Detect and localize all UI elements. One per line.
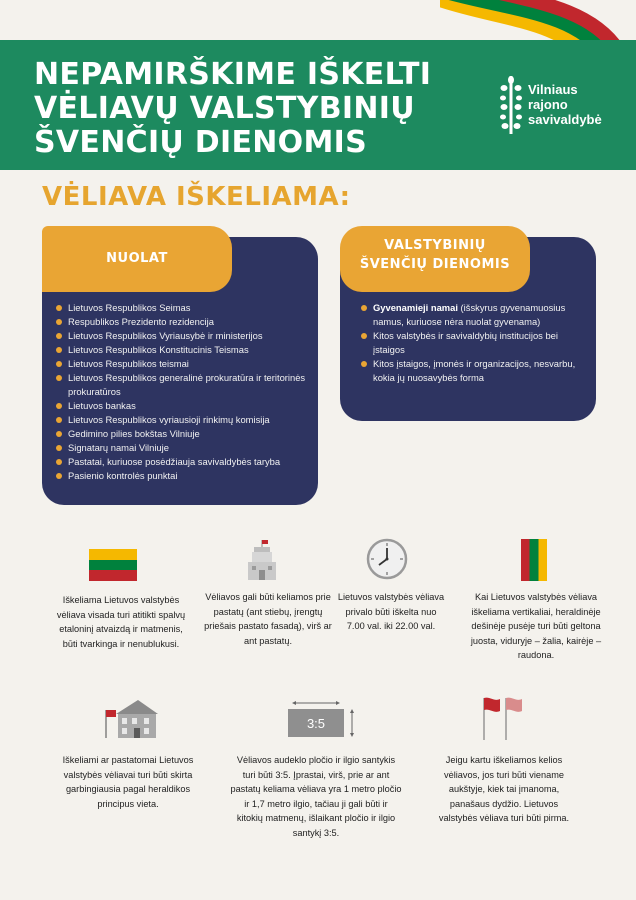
page-title: NEPAMIRŠKIME IŠKELTI VĖLIAVŲ VALSTYBINIŲ ŠVENČIŲ DIENOMIS <box>34 57 432 160</box>
vertical-flag-icon <box>521 539 547 581</box>
house-with-flag-icon <box>102 696 160 740</box>
list-item: Lietuvos Respublikos teismai <box>56 357 312 371</box>
rule-flag-condition: Iškeliama Lietuvos valstybės vėliava visada turi atitikti spalvų etaloninį atvaizdą ir matmenis, būti tvarkinga ir nenublukusi. <box>56 595 186 649</box>
permanent-list <box>56 301 312 483</box>
list-item: Lietuvos Respublikos generalinė prokuratūra ir teritorinės prokuratūros <box>56 371 312 399</box>
coat-of-arms-icon <box>500 74 522 136</box>
list-item: Pastatai, kuriuose posėdžiauja savivaldybės taryba <box>56 455 312 469</box>
list-item: Lietuvos Respublikos Vyriausybė ir ministerijos <box>56 329 312 343</box>
rule-flag-hours: Lietuvos valstybės vėliava privalo būti iškelta nuo 7.00 val. iki 22.00 val. <box>337 592 445 631</box>
holidays-tab: VALSTYBINIŲ ŠVENČIŲ DIENOMIS <box>340 226 530 292</box>
list-item: Pasienio kontrolės punktai <box>56 469 312 483</box>
rule-ratio: Vėliavos audeklo pločio ir ilgio santykis turi būti 3:5. Įprastai, virš, prie ar ant pastatų keliama vėliava yra 1 metro pločio ir 1,7 metro ilgio, tačiau ji gali būti ir kitokių matmenų, išlaikant pločio ir ilgio santykį 3:5. <box>230 755 402 838</box>
tower-icon <box>240 538 284 582</box>
rule-flag-placement: Vėliavos gali būti keliamos prie pastatų (ant stiebų, įrengtų priešais pastato fasadą), virš ar ant pastatų. <box>204 592 332 646</box>
list-item: Respublikos Prezidento rezidencija <box>56 315 312 329</box>
list-item: Signatarų namai Vilniuje <box>56 441 312 455</box>
section-title: VĖLIAVA IŠKELIAMA: <box>42 182 351 212</box>
list-item: Lietuvos Respublikos Konstitucinis Teismas <box>56 343 312 357</box>
rule-vertical-flag: Kai Lietuvos valstybės vėliava iškeliama vertikaliai, heraldinėje dešinėje pusėje turi būti geltona juosta, viduryje – žalia, kairėje – raudona. <box>470 592 602 660</box>
list-item: Gedimino pilies bokštas Vilniuje <box>56 427 312 441</box>
clock-icon <box>366 538 408 580</box>
list-item: Lietuvos Respublikos Seimas <box>56 301 312 315</box>
logo-text: Vilniaus rajono savivaldybė <box>528 82 602 127</box>
list-item: Kitos valstybės ir savivaldybių institucijos bei įstaigos <box>361 329 589 357</box>
municipality-logo <box>500 74 610 136</box>
list-item: Kitos įstaigos, įmonės ir organizacijos, nesvarbu, kokia jų nuosavybės forma <box>361 357 589 385</box>
lithuanian-flag-icon <box>89 549 137 581</box>
holidays-list <box>361 301 589 385</box>
list-item: Lietuvos bankas <box>56 399 312 413</box>
rule-honorable-place: Iškeliami ar pastatomai Lietuvos valstybės vėliavai turi būti skirta garbingiausia pagal heraldikos principus vieta. <box>62 755 194 809</box>
two-flags-icon <box>480 694 524 740</box>
permanent-tab: NUOLAT <box>42 226 232 292</box>
ratio-label: 3:5 <box>306 716 326 731</box>
rule-multiple-flags: Jeigu kartu iškeliamos kelios vėliavos, jos turi būti viename aukštyje, kiek tai įmanoma, panašaus dydžio. Lietuvos valstybės vėliava turi būti pirma. <box>438 755 570 823</box>
list-item: Lietuvos Respublikos vyriausioji rinkimų komisija <box>56 413 312 427</box>
list-item: Gyvenamieji namai (išskyrus gyvenamuosius namus, kuriuose nėra nuolat gyvenama) <box>361 301 589 329</box>
